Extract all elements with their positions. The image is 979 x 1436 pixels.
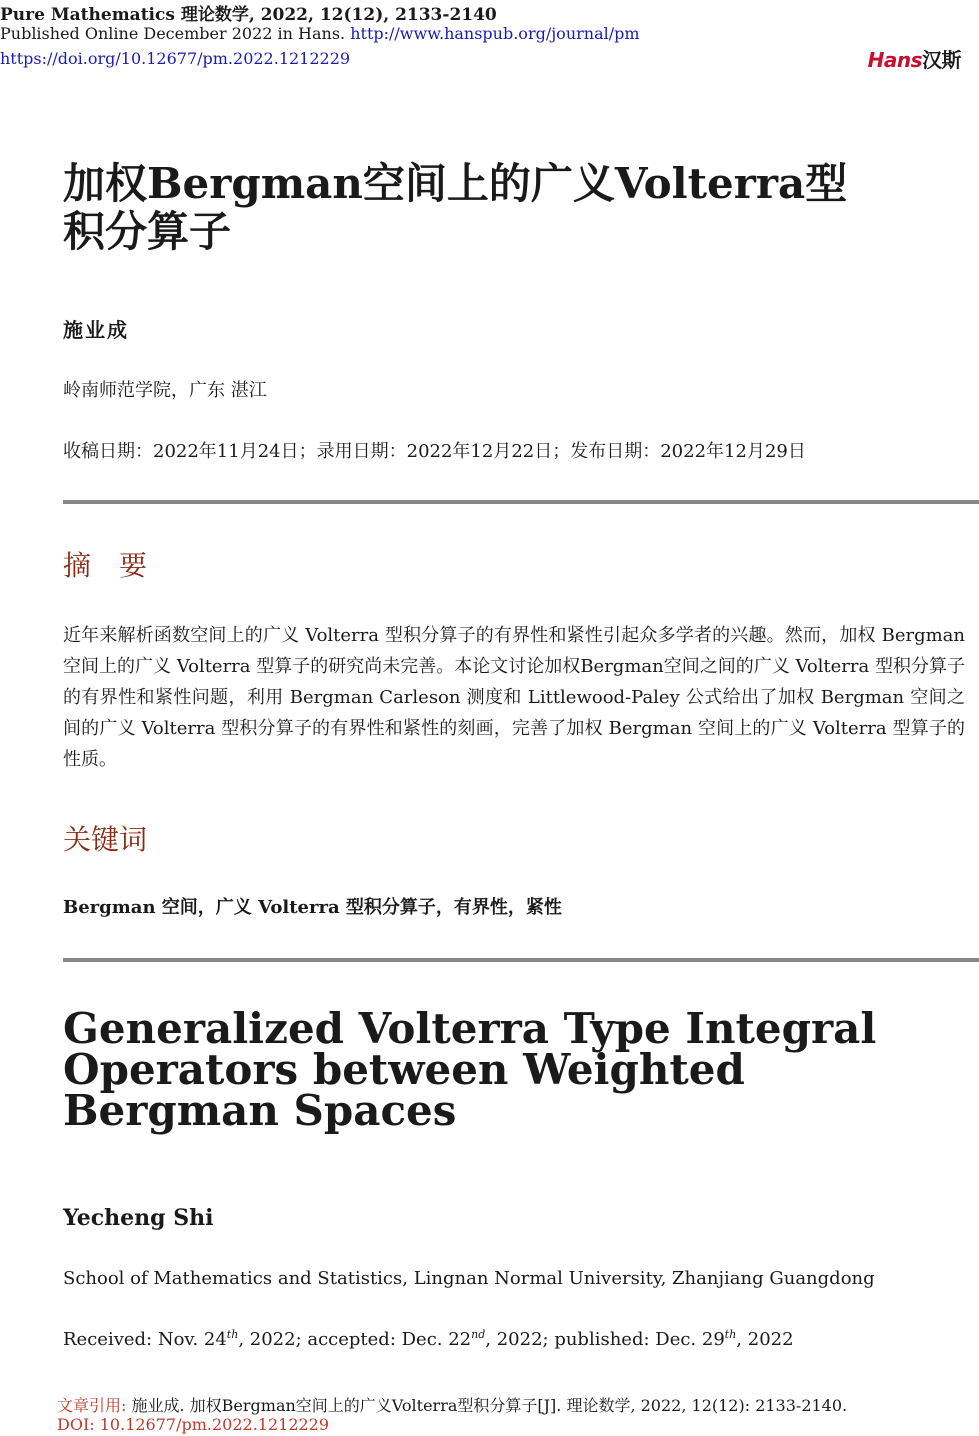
logo-latin: Hans bbox=[867, 48, 922, 72]
published-text: Published Online December 2022 in Hans. bbox=[0, 24, 346, 43]
english-author: Yecheng Shi bbox=[63, 1205, 214, 1231]
chinese-keywords: Bergman 空间，广义 Volterra 型积分算子，有界性，紧性 bbox=[63, 897, 562, 918]
citation-label: 文章引用: bbox=[57, 1396, 127, 1415]
journal-link[interactable]: http://www.hanspub.org/journal/pm bbox=[350, 24, 640, 43]
doi-link[interactable]: https://doi.org/10.12677/pm.2022.1212229 bbox=[0, 49, 351, 68]
citation-line bbox=[57, 1393, 847, 1416]
journal-header: Pure Mathematics 理论数学, 2022, 12(12), 2133-2140 bbox=[0, 5, 497, 25]
divider-bottom bbox=[63, 958, 979, 962]
published-label: , 2022; published: Dec. 29 bbox=[485, 1329, 725, 1350]
accepted-label: , 2022; accepted: Dec. 22 bbox=[238, 1329, 472, 1350]
chinese-author: 施业成 bbox=[63, 318, 129, 342]
hans-logo bbox=[868, 44, 961, 73]
divider-top bbox=[63, 500, 979, 504]
keywords-heading: 关键词 bbox=[63, 823, 148, 856]
received-sup: th bbox=[226, 1328, 239, 1341]
year-tail: , 2022 bbox=[736, 1329, 794, 1350]
chinese-title: 加权Bergman空间上的广义Volterra型积分算子 bbox=[63, 159, 848, 256]
chinese-affiliation: 岭南师范学院，广东 湛江 bbox=[63, 380, 267, 401]
citation-text: 施业成. 加权Bergman空间上的广义Volterra型积分算子[J]. 理论数学, 2022, 12(12): 2133-2140. bbox=[131, 1396, 848, 1415]
english-title: Generalized Volterra Type Integral Operators between Weighted Bergman Spaces bbox=[63, 1004, 877, 1135]
logo-cn: 汉斯 bbox=[922, 48, 961, 72]
received-label: Received: Nov. 24 bbox=[63, 1329, 227, 1350]
chinese-abstract: 近年来解析函数空间上的广义 Volterra 型积分算子的有界性和紧性引起众多学者的兴趣。然而，加权 Bergman 空间上的广义 Volterra 型算子的研究尚未完善。本论文讨论加权Bergman空间之间的广义 Volterra 型积分算子的有界性和紧性问题，利用 Bergman Carleson 测度和 Littlewood-Paley 公式给出了加权 Bergman 空间之间的广义 Volterra 型积分算子的有界性和紧性的刻画，完善了加权 Bergman 空间上的广义 Volterra 型算子的性质。 bbox=[63, 625, 965, 770]
publication-line bbox=[0, 24, 640, 43]
english-dates bbox=[63, 1328, 794, 1350]
abstract-heading: 摘 要 bbox=[63, 549, 148, 582]
chinese-dates: 收稿日期：2022年11月24日；录用日期：2022年12月22日；发布日期：2022年12月29日 bbox=[63, 441, 806, 462]
accepted-sup: nd bbox=[471, 1328, 486, 1341]
english-affiliation: School of Mathematics and Statistics, Lingnan Normal University, Zhanjiang Guangdong bbox=[63, 1268, 875, 1289]
citation-doi[interactable]: DOI: 10.12677/pm.2022.1212229 bbox=[57, 1415, 330, 1434]
published-sup: th bbox=[724, 1328, 737, 1341]
